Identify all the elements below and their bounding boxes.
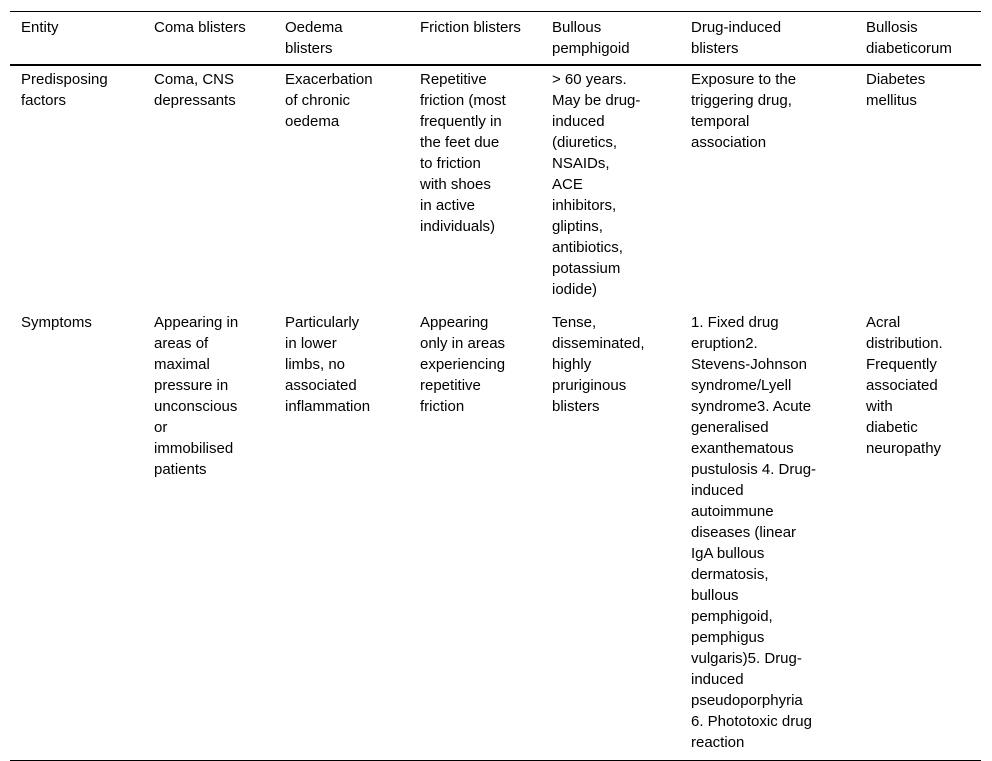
- table-cell: Particularly in lower limbs, no associated inflammation: [285, 314, 371, 415]
- table-cell: Repetitive friction (most frequently in the feet due to friction with shoes in active individuals): [420, 71, 506, 235]
- table-cell: Acral distribution. Frequently associated with diabetic neuropathy: [866, 314, 943, 457]
- row-predisposing-factors: [10, 65, 981, 309]
- table-cell: Coma, CNS depressants: [154, 71, 236, 109]
- table-cell: Diabetes mellitus: [866, 71, 926, 109]
- table-header: [10, 12, 981, 66]
- header-entity: Entity: [21, 19, 59, 36]
- header-row: [10, 12, 981, 66]
- header-coma-blisters: Coma blisters: [154, 19, 246, 36]
- table-cell: Appearing only in areas experiencing repetitive friction: [420, 314, 506, 415]
- table-cell: > 60 years. May be drug- induced (diuretics, NSAIDs, ACE inhibitors, gliptins, antibiotics, potassium iodide): [552, 71, 641, 298]
- header-bullous-pemphigoid: Bullous pemphigoid: [552, 19, 630, 57]
- cell-row-label: Symptoms: [21, 314, 92, 331]
- table-cell: Tense, disseminated, highly pruriginous blisters: [552, 314, 645, 415]
- table-cell: 1. Fixed drug eruption2. Stevens-Johnson syndrome/Lyell syndrome3. Acute generalised exanthematous pustulosis 4. Drug- induced autoimmune diseases (linear IgA bullous dermatosis, bullous pemphigoid, pemphigus vulgaris)5. Drug- induced pseudoporphyria 6. Phototoxic drug reaction: [691, 314, 817, 751]
- table-cell: Exacerbation of chronic oedema: [285, 71, 373, 130]
- table-cell: Appearing in areas of maximal pressure in unconscious or immobilised patients: [154, 314, 239, 478]
- comparison-table: [10, 11, 981, 761]
- header-drug-induced-blisters: Drug-induced blisters: [691, 19, 782, 57]
- table-body: [10, 65, 981, 761]
- table-cell: Exposure to the triggering drug, temporal association: [691, 71, 797, 151]
- header-oedema-blisters: Oedema blisters: [285, 19, 343, 57]
- cell-row-label: Predisposing factors: [21, 71, 108, 109]
- header-friction-blisters: Friction blisters: [420, 19, 521, 36]
- row-symptoms: [10, 309, 981, 761]
- header-bullosis-diabeticorum: Bullosis diabeticorum: [866, 19, 952, 57]
